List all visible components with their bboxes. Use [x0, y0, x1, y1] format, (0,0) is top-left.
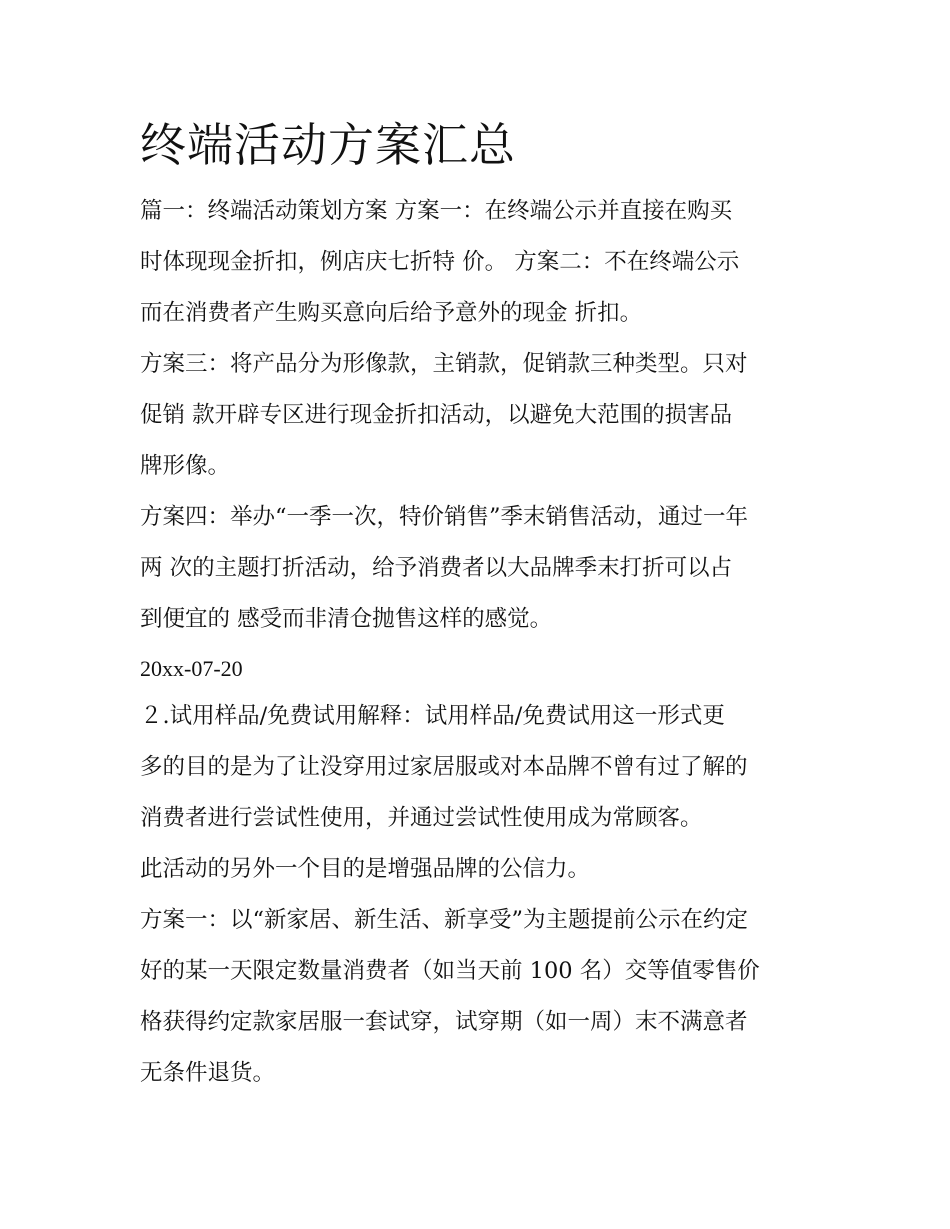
paragraph-plan-3: [140, 339, 820, 492]
text-line: 此活动的另外一个目的是增强品牌的公信力。: [140, 856, 591, 882]
document-title: 终端活动方案汇总: [140, 118, 516, 172]
text-line: 方案一：以“新家居、新生活、新享受”为主题提前公示在约定: [140, 907, 749, 933]
text-line: 到便宜的 感受而非清仓抛售这样的感觉。: [140, 606, 553, 632]
text-line: 方案三：将产品分为形像款，主销款，促销款三种类型。只对: [140, 351, 748, 377]
text-line: 两 次的主题打折活动，给予消费者以大品牌季末打折可以占: [140, 555, 733, 581]
text-line: 好的某一天限定数量消费者（如当天前 100 名）交等值零售价: [140, 958, 760, 984]
text-line: 篇一：终端活动策划方案 方案一：在终端公示并直接在购买: [140, 198, 733, 224]
paragraph-brand-credibility: [140, 844, 820, 895]
text-line: 格获得约定款家居服一套试穿，试穿期（如一周）末不满意者: [140, 1009, 748, 1035]
text-line: ２.试用样品/免费试用解释：试用样品/免费试用这一形式更: [140, 703, 725, 729]
paragraph-trial-plan-1: [140, 895, 820, 1099]
text-line: 牌形像。: [140, 453, 231, 479]
text-line: 方案四：举办“一季一次，特价销售”季末销售活动，通过一年: [140, 504, 749, 530]
text-line: 时体现现金折扣，例店庆七折特 价。 方案二：不在终端公示: [140, 249, 740, 275]
document-date: 20xx-07-20: [140, 656, 243, 681]
text-line: 无条件退货。: [140, 1060, 276, 1086]
text-line: 多的目的是为了让没穿用过家居服或对本品牌不曾有过了解的: [140, 754, 748, 780]
text-line: 促销 款开辟专区进行现金折扣活动，以避免大范围的损害品: [140, 402, 733, 428]
text-line: 而在消费者产生购买意向后给予意外的现金 折扣。: [140, 300, 643, 326]
document-page: [140, 112, 820, 1099]
paragraph-trial-sample: [140, 691, 820, 844]
text-line: 消费者进行尝试性使用，并通过尝试性使用成为常顾客。: [140, 805, 703, 831]
paragraph-plan-1-2: [140, 186, 820, 339]
paragraph-plan-4: [140, 492, 820, 645]
